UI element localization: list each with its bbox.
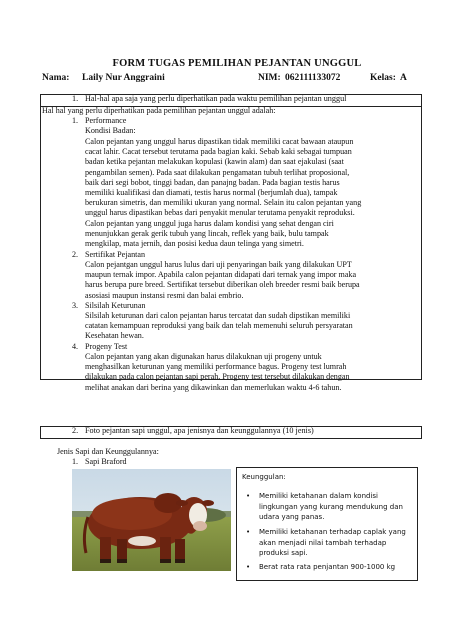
body-line: menghasilkan keturunan yang memiliki performance bagus. Progeny test lumrah — [85, 362, 347, 372]
item-3-body — [85, 311, 417, 342]
body-line: pengambilan semen). Pada saat dilakukan pengamatan tubuh terlihat proposional, — [85, 167, 350, 177]
braford-bull-photo — [72, 469, 231, 571]
advantage-3 — [259, 562, 414, 573]
item-2-title: Sertifikat Pejantan — [85, 250, 146, 259]
item-1-number: 1. — [72, 116, 79, 125]
class-label: Kelas: — [370, 73, 396, 83]
body-line: menunjukkan gerak gerik tubuh yang lincah, reflek yang baik, bulu tampak — [85, 228, 329, 238]
body-line: Calon pejantan yang unggul harus dipastikan tidak memiliki cacat bawaan ataupun — [85, 137, 354, 146]
form-title: FORM TUGAS PEMILIHAN PEJANTAN UNGGUL — [112, 58, 362, 69]
item-2-number: 2. — [72, 250, 79, 259]
item-1-title: Performance — [85, 116, 127, 125]
body-line: Calon pejantan yang akan digunakan harus dilakuknan uji progeny untuk — [85, 352, 322, 361]
advantage-line: Memiliki ketahanan terhadap caplak yang — [259, 528, 406, 536]
body-line: maupun ternak impor. Apabila calon pejantan didapati dari ternak yang impor maka — [85, 270, 357, 280]
advantage-line: udara yang panas. — [259, 513, 325, 521]
body-line: unggul harus dipastikan bebas dari penyakit menular terutama penyakit reproduksi. — [85, 208, 355, 218]
body-line: memiliki kualifikasi dan diamati, testis harus normal (berjumlah dua), tampak — [85, 188, 338, 198]
body-line: Kesehatan hewan. — [85, 331, 144, 341]
body-line: Calon pejantgan unggul harus lulus dari uji penyaringan baik yang dilakukan UPT — [85, 260, 352, 269]
body-line: baik dari segi bobot, tinggi badan, dan panajng badan. Pada bagian testis harus — [85, 177, 340, 187]
question-2-number: 2. — [72, 426, 79, 435]
body-line: catatan kemampuan reproduksi yang baik dan telah memenuhi seluruh persyaratan — [85, 321, 353, 331]
nim-value: 062111133072 — [285, 73, 341, 83]
name-value: Laily Nur Anggraini — [82, 73, 165, 83]
bullet-2: • — [246, 528, 251, 536]
item-1-subtitle: Kondisi Badan: — [85, 126, 136, 135]
item-1-body — [85, 137, 417, 249]
body-line: cacat lahir. Cacat tersebut terutama pada bagian kaki. Sebab kaki sebagai tumpuan — [85, 147, 352, 157]
body-line: dilakukan pada calon pejantan sapi perah. Progeny test tersebut dilakukan dengan — [85, 372, 350, 382]
body-line: badan ketika pejantan melakukan kopulasi (kawin alam) dan saat ejakulasi (saat — [85, 157, 344, 167]
item-4-title: Progeny Test — [85, 342, 128, 351]
advantage-line: lingkungan yang kurang mendukung dan — [259, 502, 403, 511]
item-4-body — [85, 352, 417, 393]
advantages-title: Keunggulan: — [242, 473, 286, 481]
body-line: Silsilah keturunan dari calon pejantan harus tercatat dan sudah dipstikan memiliki — [85, 311, 351, 320]
breed-1-title: Sapi Braford — [85, 457, 127, 466]
breed-1-number: 1. — [72, 457, 79, 466]
advantage-1 — [259, 491, 414, 523]
question-2-text: Foto pejantan sapi unggul, apa jenisnya dan keunggulannya (10 jenis) — [85, 426, 314, 435]
advantage-line: akan menjadi nilai tambah terhadap — [259, 538, 387, 547]
item-3-number: 3. — [72, 301, 79, 310]
item-3-title: Silsilah Keturunan — [85, 301, 146, 310]
body-line: berukuran simetris, dan memiliki ukuran yang normal. Selain itu calon pejantan yang — [85, 198, 362, 208]
nim-label: NIM: — [258, 73, 281, 83]
bullet-1: • — [246, 492, 251, 500]
body-line: melihat anakan dari berina yang dikawinkan dan memerlukan waktu 4-6 tahun. — [85, 382, 342, 392]
answer-2-intro: Jenis Sapi dan Keunggulannya: — [57, 447, 159, 456]
bullet-3: • — [246, 563, 251, 571]
body-line: harus berupa pure breed. Sertifikat tersebut diberikan oleh breeder resmi baik berupa — [85, 280, 360, 290]
body-line: asosiasi maupun instansi resmi dan balai embrio. — [85, 290, 244, 300]
answer-1-intro: Hal hal yang perlu diperhatikan pada pemilihan pejantan unggul adalah: — [42, 106, 276, 115]
class-value: A — [400, 73, 407, 83]
body-line: mengkilap, mata jernih, dan posisi kedua daun telinga yang simetri. — [85, 239, 304, 249]
question-1-text: Hal-hal apa saja yang perlu diperhatikan pada waktu pemilihan pejantan unggul — [85, 94, 347, 103]
item-2-body — [85, 260, 417, 301]
advantage-2 — [259, 527, 414, 559]
name-label: Nama: — [42, 73, 70, 83]
advantage-line: produksi sapi. — [259, 549, 308, 557]
advantage-line: Berat rata rata penjantan 900-1000 kg — [259, 563, 396, 571]
body-line: Calon pejantan yang unggul juga harus dalam kondisi yang sehat dengan ciri — [85, 218, 334, 228]
question-1-number: 1. — [72, 94, 79, 103]
advantage-line: Memiliki ketahanan dalam kondisi — [259, 492, 378, 500]
item-4-number: 4. — [72, 342, 79, 351]
